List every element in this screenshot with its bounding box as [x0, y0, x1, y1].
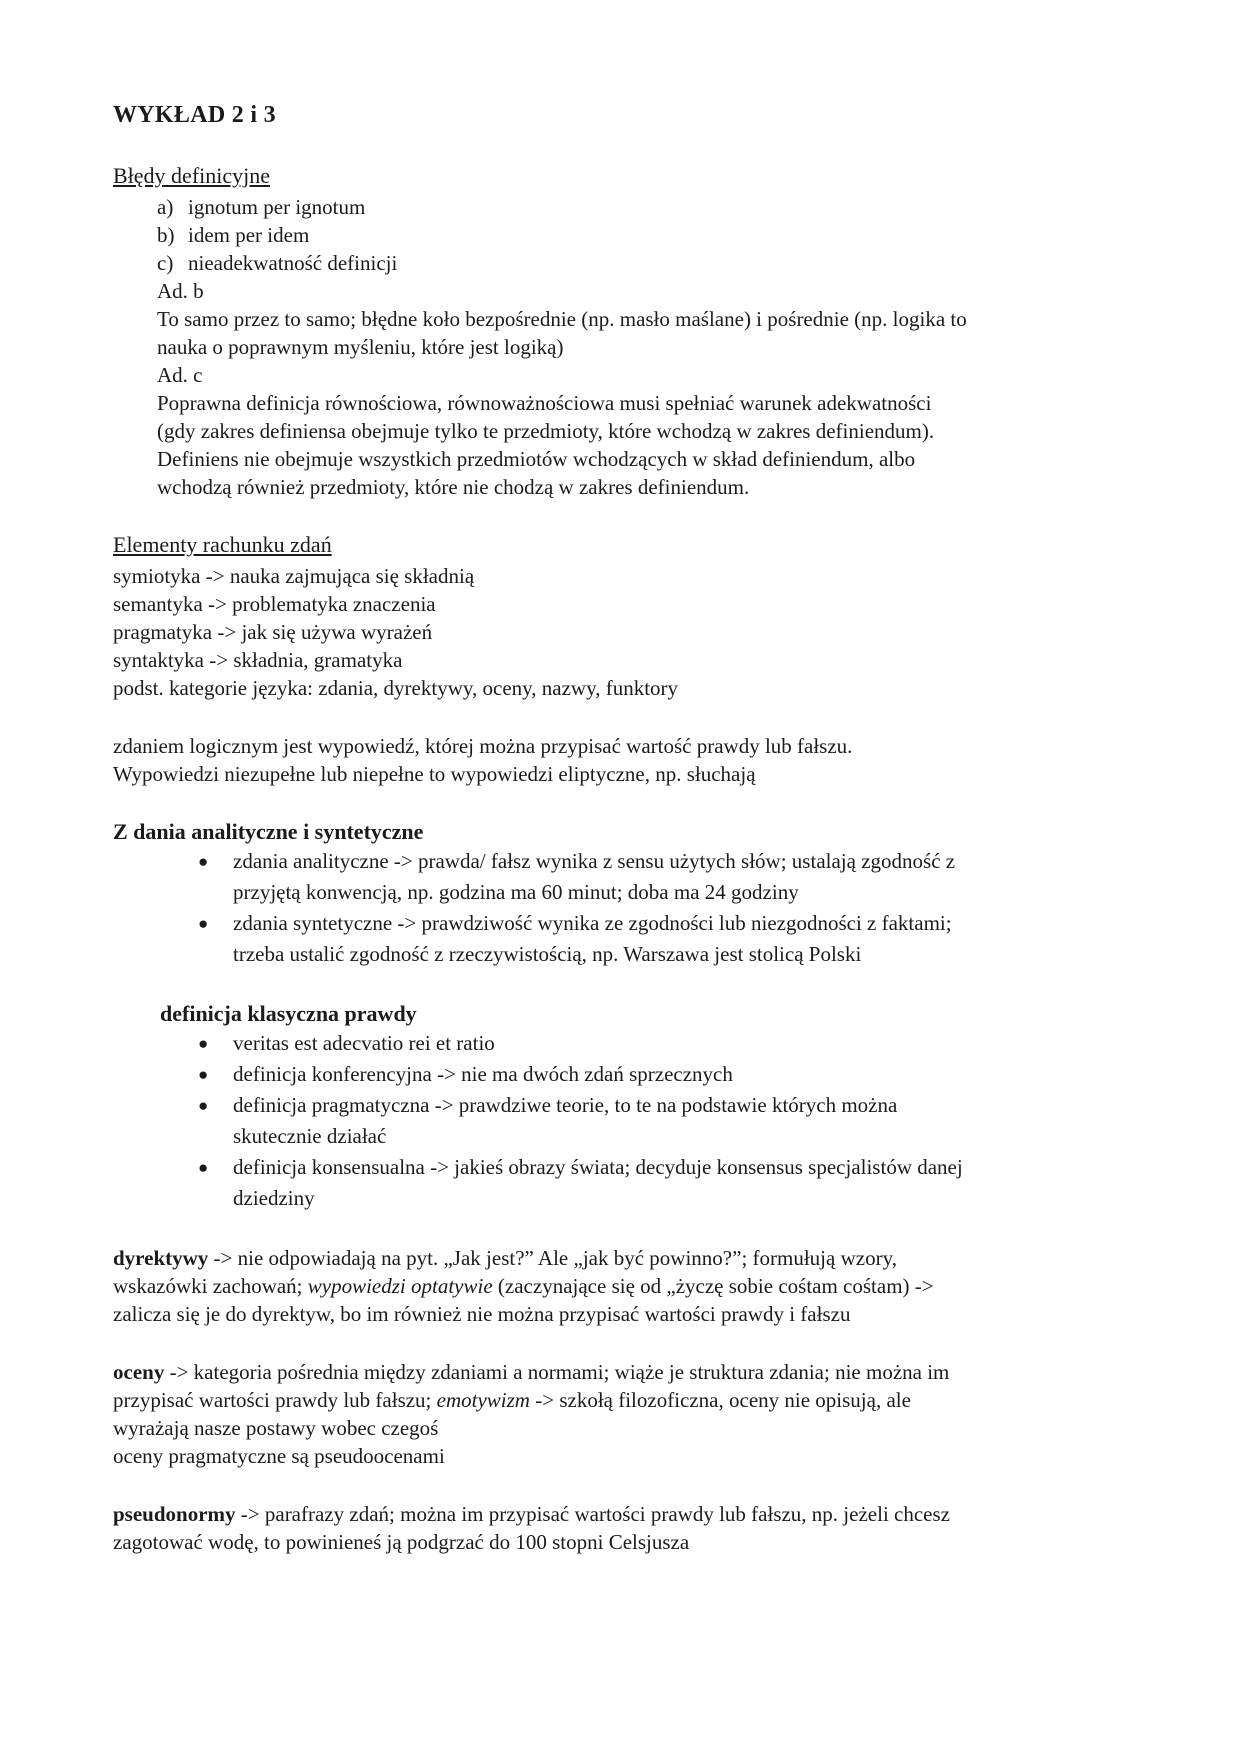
list-marker: b) [157, 223, 175, 247]
text-run: Wypowiedzi niezupełne lub niepełne to wypowiedzi eliptyczne, np. słuchają [113, 762, 756, 786]
document-title [113, 100, 1173, 130]
text-run: -> parafrazy zdań; można im przypisać wartości prawdy lub fałszu, np. jeżeli chcesz [235, 1502, 950, 1526]
bullet-text-line [233, 1059, 733, 1090]
bullet-text [233, 846, 955, 908]
bullet-icon: ● [198, 1034, 209, 1053]
bullet-icon: ● [198, 1065, 209, 1084]
text-run: zagotować wodę, to powinieneś ją podgrzać do 100 stopni Celsjusza [113, 1530, 690, 1554]
text-run: (gdy zakres definiensa obejmuje tylko te przedmioty, które wchodzą w zakres definiendum). [157, 419, 935, 443]
bold-heading [113, 818, 1173, 846]
text-run: pragmatyka -> jak się używa wyrażeń [113, 620, 433, 644]
bullet-list-item [113, 1028, 1173, 1059]
text-run: dziedziny [233, 1186, 315, 1210]
text-line [113, 1386, 1173, 1414]
section-heading-underlined [113, 162, 1173, 190]
text-run: zdania syntetyczne -> prawdziwość wynika ze zgodności lub niezgodności z faktami; [233, 911, 952, 935]
text-run: definicja konferencyjna -> nie ma dwóch zdań sprzecznych [233, 1062, 733, 1086]
bullet-text-line [233, 1121, 897, 1152]
text-run: Definiens nie obejmuje wszystkich przedmiotów wchodzących w skład definiendum, albo [157, 447, 916, 471]
text-run: Z dania analityczne i syntetyczne [113, 819, 424, 844]
text-run: (zaczynające się od „życzę sobie cośtam cośtam) -> [492, 1274, 934, 1298]
indented-text-line [113, 333, 1173, 361]
bullet-icon: ● [198, 914, 209, 933]
text-run: oceny [113, 1360, 165, 1384]
text-run: wypowiedzi optatywie [307, 1274, 493, 1298]
text-run: przypisać wartości prawdy lub fałszu; [113, 1388, 437, 1412]
text-line [113, 562, 1173, 590]
alpha-list-item [113, 249, 1173, 277]
section-heading-underlined [113, 531, 1173, 559]
bullet-icon: ● [198, 1096, 209, 1115]
text-run: podst. kategorie języka: zdania, dyrektywy, oceny, nazwy, funktory [113, 676, 679, 700]
text-run: Elementy rachunku zdań [113, 532, 332, 557]
list-item-text [188, 193, 365, 221]
text-line [113, 760, 1173, 788]
text-line [113, 1358, 1173, 1386]
indented-text-line [113, 473, 1173, 501]
text-run: zdania analityczne -> prawda/ fałsz wynika z sensu użytych słów; ustalają zgodność z [233, 849, 956, 873]
bold-subheading [113, 1000, 1173, 1028]
text-run: zdaniem logicznym jest wypowiedź, której można przypisać wartość prawdy lub fałszu. [113, 734, 853, 758]
bullet-text [233, 908, 952, 970]
bullet-text-line [233, 1183, 963, 1214]
text-run: dyrektywy [113, 1246, 209, 1270]
indented-text-line [113, 445, 1173, 473]
text-run: wskazówki zachowań; [113, 1274, 308, 1298]
text-line [113, 618, 1173, 646]
text-run: -> nie odpowiadają na pyt. „Jak jest?” Ale „jak być powinno?”; formułują wzory, [208, 1246, 897, 1270]
text-run: skutecznie działać [233, 1124, 387, 1148]
text-line [113, 1300, 1173, 1328]
list-marker: a) [157, 195, 174, 219]
document-body [113, 100, 1173, 1556]
bullet-text [233, 1090, 897, 1152]
text-line [113, 674, 1173, 702]
list-item-text [188, 221, 309, 249]
text-run: semantyka -> problematyka znaczenia [113, 592, 436, 616]
text-run: wyrażają nasze postawy wobec czegoś [113, 1416, 439, 1440]
text-run: definicja konsensualna -> jakieś obrazy świata; decyduje konsensus specjalistów danej [233, 1155, 963, 1179]
bullet-text-line [233, 939, 952, 970]
spacer [113, 702, 1173, 732]
text-run: -> kategoria pośrednia między zdaniami a normami; wiąże je struktura zdania; nie można im [164, 1360, 950, 1384]
text-run: syntaktyka -> składnia, gramatyka [113, 648, 403, 672]
text-run: emotywizm [436, 1388, 530, 1412]
text-line [113, 1442, 1173, 1470]
list-marker: c) [157, 251, 174, 275]
text-run: zalicza się je do dyrektyw, bo im również nie można przypisać wartości prawdy i fałszu [113, 1302, 851, 1326]
bullet-list-item [113, 1090, 1173, 1152]
bullet-icon: ● [198, 1158, 209, 1177]
text-line [113, 1528, 1173, 1556]
spacer [113, 501, 1173, 531]
text-run: definicja pragmatyczna -> prawdziwe teorie, to te na podstawie których można [233, 1093, 898, 1117]
text-run: ignotum per ignotum [188, 195, 366, 219]
bullet-text-line [233, 908, 952, 939]
text-line [113, 1414, 1173, 1442]
text-line [113, 646, 1173, 674]
bullet-text [233, 1028, 495, 1059]
text-line [113, 590, 1173, 618]
text-run: definicja klasyczna prawdy [160, 1001, 417, 1026]
indented-text-line [113, 277, 1173, 305]
text-run: nauka o poprawnym myśleniu, które jest logiką) [157, 335, 564, 359]
text-run: Poprawna definicja równościowa, równoważnościowa musi spełniać warunek adekwatności [157, 391, 932, 415]
bullet-text-line [233, 1090, 897, 1121]
alpha-list-item [113, 221, 1173, 249]
alpha-list-item [113, 193, 1173, 221]
text-run: trzeba ustalić zgodność z rzeczywistością, np. Warszawa jest stolicą Polski [233, 942, 862, 966]
indented-text-line [113, 417, 1173, 445]
bullet-text-line [233, 877, 955, 908]
text-run: Ad. b [157, 279, 204, 303]
text-run: -> szkołą filozoficzna, oceny nie opisują, ale [529, 1388, 911, 1412]
indented-text-line [113, 361, 1173, 389]
spacer [113, 788, 1173, 818]
text-run: idem per idem [188, 223, 310, 247]
text-line [113, 732, 1173, 760]
bullet-icon: ● [198, 852, 209, 871]
text-run: Błędy definicyjne [113, 163, 271, 188]
bullet-list-item [113, 846, 1173, 908]
bullet-text-line [233, 1152, 963, 1183]
text-run: przyjętą konwencją, np. godzina ma 60 minut; doba ma 24 godziny [233, 880, 799, 904]
indented-text-line [113, 305, 1173, 333]
text-run: oceny pragmatyczne są pseudoocenami [113, 1444, 445, 1468]
text-run: symiotyka -> nauka zajmująca się składnią [113, 564, 475, 588]
bullet-text-line [233, 1028, 495, 1059]
indented-text-line [113, 389, 1173, 417]
text-run: veritas est adecvatio rei et ratio [233, 1031, 495, 1055]
bullet-list-item [113, 1152, 1173, 1214]
spacer [113, 1470, 1173, 1500]
text-line [113, 1272, 1173, 1300]
text-line [113, 1500, 1173, 1528]
spacer [113, 1214, 1173, 1244]
bullet-list-item [113, 908, 1173, 970]
text-run: pseudonormy [113, 1502, 236, 1526]
bullet-text-line [233, 846, 955, 877]
text-line [113, 1244, 1173, 1272]
text-run: wchodzą również przedmioty, które nie chodzą w zakres definiendum. [157, 475, 750, 499]
spacer [113, 970, 1173, 1000]
bullet-text [233, 1059, 733, 1090]
bullet-list-item [113, 1059, 1173, 1090]
bullet-text [233, 1152, 963, 1214]
spacer [113, 1328, 1173, 1358]
text-run: To samo przez to samo; błędne koło bezpośrednie (np. masło maślane) i pośrednie (np. logika to [157, 307, 967, 331]
text-run: WYKŁAD 2 i 3 [113, 102, 276, 128]
text-run: Ad. c [157, 363, 203, 387]
list-item-text [188, 249, 397, 277]
text-run: nieadekwatność definicji [188, 251, 398, 275]
